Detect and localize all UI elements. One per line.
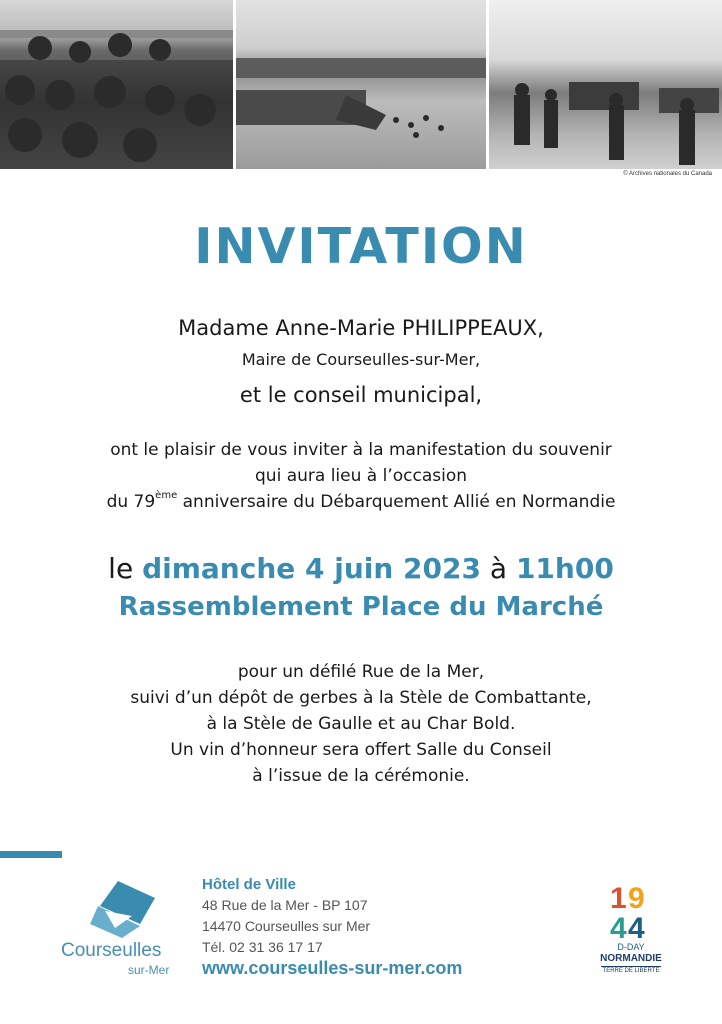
dday-line-3: TERRE DE LIBERTÉ xyxy=(602,968,660,974)
page-title: INVITATION xyxy=(194,218,528,275)
intro-line-1: ont le plaisir de vous inviter à la manifestation du souvenir xyxy=(110,440,612,460)
host-role: Maire de Courseulles-sur-Mer, xyxy=(241,350,481,369)
accent-bar xyxy=(0,851,62,858)
intro-line-3-suffix: anniversaire du Débarquement Allié en Normandie xyxy=(177,492,616,512)
address-title: Hôtel de Ville xyxy=(202,876,296,893)
date-value: dimanche 4 juin 2023 xyxy=(142,552,481,585)
detail-line: pour un défilé Rue de la Mer, xyxy=(237,662,485,682)
logo-sub: sur-Mer xyxy=(128,963,170,977)
address-line: 14470 Courseulles sur Mer xyxy=(202,918,371,934)
intro-line-3-prefix: du 79 xyxy=(106,492,156,512)
photo-credit: © Archives nationales du Canada xyxy=(623,171,712,177)
logo-name: Courseulles xyxy=(61,940,162,961)
host-name: Madame Anne-Marie PHILIPPEAUX, xyxy=(178,316,544,340)
intro-line-3 xyxy=(0,492,722,512)
svg-text:9: 9 xyxy=(628,882,645,915)
time-value: 11h00 xyxy=(515,552,614,585)
svg-text:4: 4 xyxy=(610,912,627,945)
address-line: 48 Rue de la Mer - BP 107 xyxy=(202,897,368,913)
beach-landing-photo xyxy=(236,0,486,169)
intro-line-3-sup: ème xyxy=(155,490,178,501)
soldiers-boat-photo xyxy=(0,0,233,169)
svg-text:1: 1 xyxy=(610,882,627,915)
header-photos xyxy=(0,0,722,169)
svg-text:4: 4 xyxy=(628,912,645,945)
event-place: Rassemblement Place du Marché xyxy=(118,592,604,622)
council-line: et le conseil municipal, xyxy=(239,383,483,407)
dday-line-2: NORMANDIE xyxy=(600,953,662,964)
date-prefix: le xyxy=(108,552,143,585)
tanks-beach-photo xyxy=(489,0,722,169)
dday-line-1: D-DAY xyxy=(617,942,645,952)
date-mid: à xyxy=(480,552,516,585)
detail-line: Un vin d’honneur sera offert Salle du Conseil xyxy=(170,740,552,760)
intro-line-2: qui aura lieu à l’occasion xyxy=(255,466,467,486)
event-date xyxy=(0,552,722,585)
detail-line: à l’issue de la cérémonie. xyxy=(252,766,470,786)
detail-line: suivi d’un dépôt de gerbes à la Stèle de Combattante, xyxy=(130,688,592,708)
website-link[interactable]: www.courseulles-sur-mer.com xyxy=(202,958,463,978)
address-line: Tél. 02 31 36 17 17 xyxy=(202,939,323,955)
detail-line: à la Stèle de Gaulle et au Char Bold. xyxy=(206,714,516,734)
